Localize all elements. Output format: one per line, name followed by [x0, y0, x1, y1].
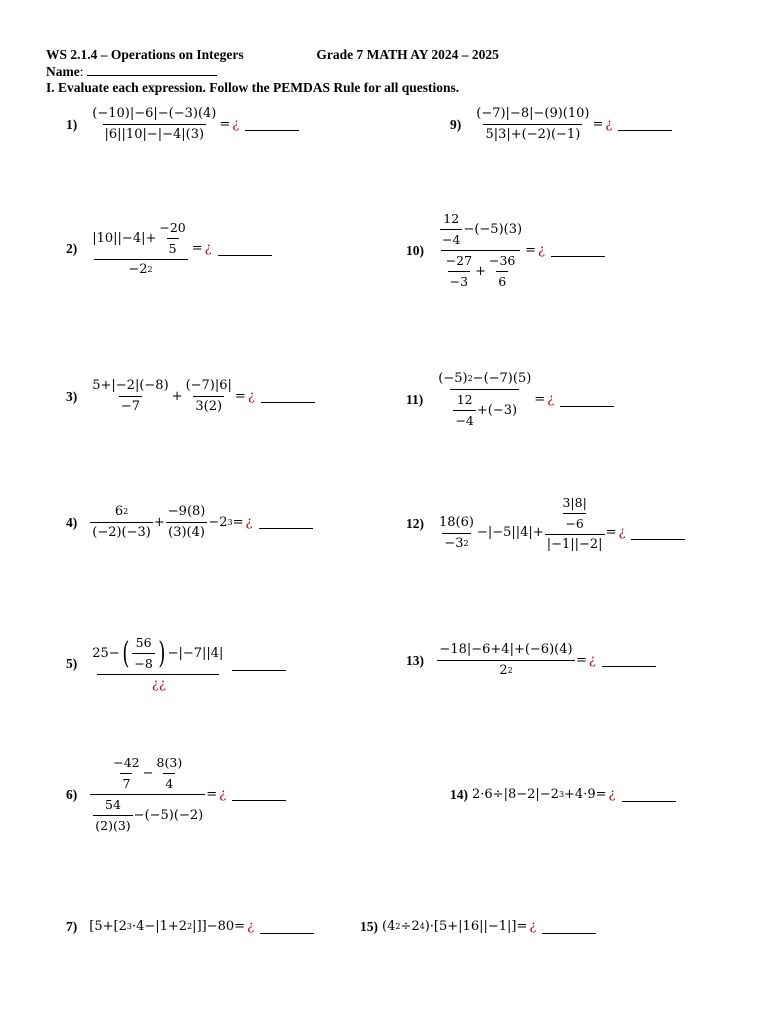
problem-11: 11) (−5) 2 −(−7)(5) $\frac{12}{-4}$ +(−3) = ¿: [406, 370, 614, 430]
problem-3: 3) $\frac{5+|-2|(-8)}{-7}$ + $\frac{(-7)|6|}{3(2)}$ = ¿: [66, 377, 315, 416]
answer-blank[interactable]: [232, 788, 286, 801]
numerator: −9(8): [167, 504, 206, 519]
problem-13: 13) −18|−6+4|+(−6)(4) 2 2 = ¿: [406, 641, 656, 680]
answer-blank[interactable]: [551, 244, 605, 257]
grade-label: Grade 7 MATH AY 2024 – 2025: [316, 47, 499, 62]
denominator: −2: [128, 262, 148, 277]
denominator: −4: [440, 229, 462, 249]
tail-term: −2: [208, 514, 228, 530]
numerator: 12: [443, 211, 460, 226]
denominator: 6: [496, 271, 508, 291]
exponent: 2: [395, 922, 401, 931]
numerator-part: (−5): [438, 371, 468, 386]
answer-blank[interactable]: [261, 390, 315, 403]
numerator: 3|8|: [562, 495, 587, 510]
expression-part: −80: [206, 919, 235, 934]
expression-part: |: [192, 919, 197, 934]
denominator-placeholder: ¿: [151, 677, 159, 692]
exponent: 2: [123, 507, 129, 516]
answer-blank[interactable]: [622, 789, 676, 802]
numerator: 5+|−2|(−8): [92, 378, 169, 393]
numerator-part: −|−7||4|: [167, 645, 224, 661]
answer-placeholder: ¿: [247, 388, 255, 404]
expression-part: 2·6÷|8−2|−2: [472, 787, 559, 802]
middle-term: −|−5||4|+: [476, 525, 544, 540]
exponent: 3: [126, 922, 132, 931]
numerator: (−7)|6|: [185, 378, 232, 393]
fraction: [474, 105, 591, 144]
answer-placeholder: ¿: [232, 116, 240, 132]
numerator: 12: [456, 392, 473, 407]
numerator: 56: [135, 635, 152, 650]
denominator: (−2)(−3): [90, 522, 153, 542]
problem-number: 2): [66, 241, 78, 256]
problem-number: 6): [66, 786, 78, 802]
problem-9: 9) $\frac{(-7)|-8|-(9)(10)}{5|3|+(-2)(-1)}$ = ¿: [450, 105, 672, 144]
denominator: (3)(4): [166, 522, 207, 542]
inner-fraction: [111, 754, 141, 793]
answer-placeholder: ¿: [219, 786, 227, 802]
fraction: [184, 377, 234, 416]
fraction: [545, 494, 605, 554]
inner-fraction: [560, 494, 588, 533]
denominator: 4: [163, 773, 175, 793]
problem-2: 2) |10||−4|+ $\frac{-20}{5}$ −2 2 = ¿: [66, 219, 272, 279]
problem-number: 3): [66, 388, 78, 404]
answer-blank[interactable]: [560, 394, 614, 407]
exponent: 3: [558, 790, 565, 799]
numerator: 54: [105, 797, 121, 812]
denominator: −8: [132, 653, 154, 673]
fraction: [437, 514, 476, 553]
denominator: |−1||−2|: [545, 534, 605, 554]
denominator: |6||10|−|−4|(3): [103, 124, 207, 144]
denominator-part: −(−5)(−2): [133, 807, 204, 823]
problem-number: 10): [406, 242, 424, 258]
denominator-part: +(−3): [476, 402, 518, 418]
problem-number: 13): [406, 652, 424, 668]
denominator: −4: [453, 410, 475, 430]
denominator: 7: [120, 773, 132, 793]
answer-placeholder: ¿: [588, 652, 596, 668]
denominator: −7: [119, 396, 142, 416]
inner-fraction: [132, 634, 154, 673]
denominator: 5|3|+(−2)(−1): [483, 124, 582, 144]
expression-part: 5+: [94, 919, 114, 934]
name-field[interactable]: [87, 63, 217, 76]
exponent: 2: [507, 666, 513, 675]
answer-placeholder: ¿: [608, 787, 616, 802]
name-label: Name: [46, 64, 80, 79]
exponent: 2: [463, 538, 469, 548]
expression-part: ÷2: [400, 919, 420, 934]
inner-fraction: [93, 796, 132, 835]
answer-placeholder: ¿: [245, 514, 253, 530]
numerator: 8(3): [156, 755, 183, 770]
denominator: 3(2): [193, 396, 224, 416]
expression-part: ·[5+|16||−1|]: [429, 919, 517, 934]
answer-blank[interactable]: [245, 118, 299, 131]
fraction: [90, 503, 153, 542]
answer-placeholder: ¿: [529, 919, 537, 934]
numerator-part: −(−5)(3): [463, 221, 523, 237]
numerator: −20: [159, 220, 186, 235]
denominator-placeholder: ¿: [158, 677, 166, 692]
exponent: 3: [227, 517, 233, 527]
problem-number: 1): [66, 116, 78, 132]
answer-placeholder: ¿: [618, 525, 626, 540]
inner-fraction: [157, 219, 187, 258]
name-colon: :: [79, 64, 84, 79]
numerator: −27: [445, 253, 473, 268]
inner-fraction: [453, 391, 475, 430]
problem-10: 10) $\frac{12}{-4}$ −(−5)(3) $\frac{-27}{-3}$ + $\frac{-36}{6}$ = ¿: [406, 210, 605, 291]
denominator: 5: [167, 238, 179, 258]
inner-fraction: [444, 252, 474, 291]
fraction: 25− ( $\frac{56}{-8}$ ) −|−7||4| ¿ ¿: [92, 635, 224, 692]
minus-sign: −: [142, 765, 154, 781]
answer-blank[interactable]: [218, 243, 272, 256]
numerator: −18|−6+4|+(−6)(4): [439, 642, 573, 657]
answer-blank[interactable]: [542, 921, 596, 934]
answer-blank[interactable]: [232, 658, 286, 671]
numerator-part: 25−: [92, 645, 120, 661]
denominator: −6: [563, 513, 585, 533]
expression-part: +4·9: [564, 787, 596, 802]
fraction: [166, 503, 208, 542]
problem-4: 4) 6 2 (−2)(−3) + $\frac{-9(8)}{(3)(4)}$ −2 3 = ¿: [66, 503, 313, 542]
answer-placeholder: ¿: [537, 242, 545, 258]
expression-part: 4: [387, 919, 396, 934]
fraction: [90, 105, 218, 144]
numerator: (−10)|−6|−(−3)(4): [92, 106, 217, 121]
fraction: [437, 641, 575, 680]
problem-number: 4): [66, 514, 78, 530]
fraction: [90, 754, 205, 835]
name-line: [46, 63, 217, 80]
exponent: 2: [147, 265, 153, 274]
exponent: 2: [467, 374, 473, 383]
denominator: −3: [444, 535, 464, 551]
denominator: 2: [499, 663, 508, 678]
fraction: [90, 377, 170, 416]
answer-placeholder: ¿: [204, 241, 212, 256]
answer-blank[interactable]: [260, 921, 314, 934]
numerator-part: −(−7)(5): [472, 371, 532, 386]
plus-sign: +: [153, 514, 165, 530]
denominator: −3: [448, 271, 470, 291]
problem-5: [66, 634, 286, 694]
problem-6: 6) $\frac{-42}{7}$ − $\frac{8(3)}{4}$ $\frac{54}{(2)(3)}$ −(−5)(−2) = ¿: [66, 754, 286, 835]
expression-part: ·4−|1+2: [131, 919, 188, 934]
answer-placeholder: ¿: [247, 919, 255, 934]
answer-blank[interactable]: [631, 527, 685, 540]
plus-sign: +: [475, 263, 486, 279]
denominator: (2)(3): [93, 815, 132, 835]
fraction: [436, 370, 533, 430]
answer-blank[interactable]: [618, 118, 672, 131]
instruction-text: I. Evaluate each expression. Follow the PEMDAS Rule for all questions.: [46, 80, 460, 95]
plus-sign: +: [171, 388, 183, 404]
fraction: [437, 210, 524, 291]
expression-part: 2: [118, 919, 127, 934]
answer-placeholder: ¿: [547, 392, 555, 407]
numerator: (−7)|−8|−(9)(10): [476, 106, 590, 121]
problem-7: 7) [ 5+ [ 2 3 ·4−|1+2 2 | ]] −80 = ¿: [66, 918, 314, 936]
exponent: 4: [419, 922, 425, 931]
exponent: 2: [187, 922, 193, 931]
problem-number: 12): [406, 516, 424, 531]
inner-fraction: [155, 754, 185, 793]
worksheet-label: WS 2.1.4 – Operations on Integers: [46, 47, 244, 62]
problem-number: 5): [66, 656, 78, 671]
problem-number: 15): [360, 919, 378, 934]
numerator: 6: [114, 504, 124, 519]
answer-placeholder: ¿: [605, 116, 613, 132]
problem-number: 9): [450, 116, 462, 132]
answer-blank[interactable]: [259, 516, 313, 529]
problem-14: 14) 2·6÷|8−2|−2 3 +4·9 = ¿: [450, 786, 676, 804]
fraction: [90, 219, 191, 279]
problem-1: 1) $\frac{(-10)|-6|-(-3)(4)}{|6||10|-|-4|(3)}$ = ¿: [66, 105, 299, 144]
problem-12: 12) 18(6) −3 2 −|−5||4|+ $\frac{\frac{3|8|}{-6}}{|-1||-2|}$ = ¿: [406, 494, 685, 554]
problem-number: 7): [66, 919, 78, 934]
numerator-part: |10||−4|+: [92, 230, 157, 246]
numerator: −42: [113, 755, 140, 770]
inner-fraction: [487, 252, 517, 291]
problem-15: 15) ( 4 2 ÷2 4 ) ·[5+|16||−1|] = ¿: [360, 918, 596, 936]
problem-number: 11): [406, 392, 424, 407]
problem-number: 14): [450, 787, 468, 802]
inner-fraction: [440, 210, 462, 249]
numerator: −36: [488, 253, 516, 268]
worksheet-title: [46, 47, 499, 63]
answer-blank[interactable]: [602, 654, 656, 667]
numerator: 18(6): [439, 514, 474, 530]
